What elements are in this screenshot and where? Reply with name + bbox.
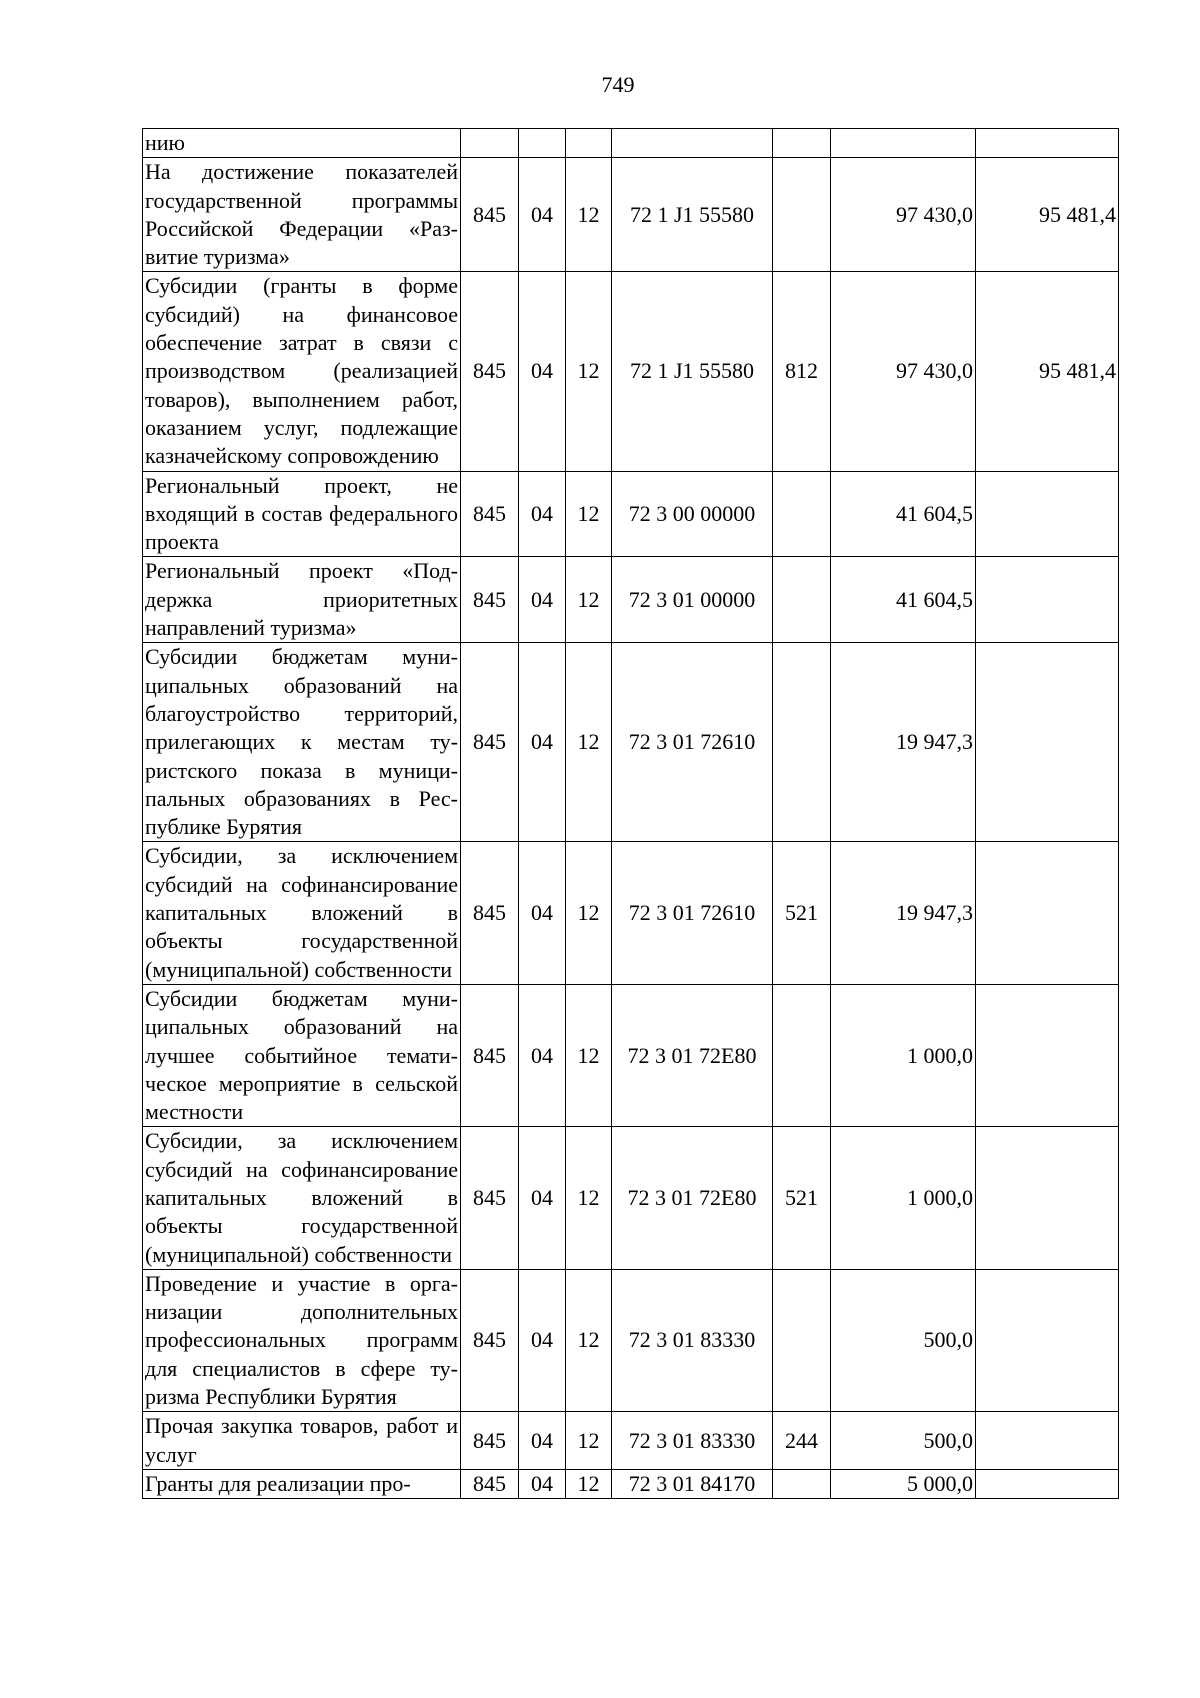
page-number: 749 bbox=[601, 72, 635, 97]
cell-csr: 72 3 01 72Е80 bbox=[612, 984, 773, 1126]
cell-csr: 72 3 01 72610 bbox=[612, 643, 773, 842]
table-row bbox=[143, 842, 1119, 984]
cell-sum-2 bbox=[976, 1412, 1119, 1470]
cell-pr: 12 bbox=[566, 471, 612, 557]
cell-description: Проведение и участие в организации дополнительных профессиональных программ для специалистов в сфере туризма Республики Бурятия bbox=[143, 1269, 461, 1411]
cell-description: Субсидии бюджетам муниципальных образований на лучшее событийное тематическое мероприятие в сельской местности bbox=[143, 984, 461, 1126]
cell-sum-2 bbox=[976, 1269, 1119, 1411]
cell-vr: 521 bbox=[773, 1127, 831, 1269]
cell-grbs bbox=[461, 129, 519, 158]
cell-csr: 72 3 01 83330 bbox=[612, 1269, 773, 1411]
cell-csr: 72 3 00 00000 bbox=[612, 471, 773, 557]
table-row bbox=[143, 1127, 1119, 1269]
cell-grbs: 845 bbox=[461, 158, 519, 272]
cell-rz: 04 bbox=[519, 984, 566, 1126]
cell-description: Региональный проект, не входящий в состав федерального проекта bbox=[143, 471, 461, 557]
cell-pr: 12 bbox=[566, 984, 612, 1126]
cell-grbs: 845 bbox=[461, 842, 519, 984]
table-row bbox=[143, 1412, 1119, 1470]
cell-rz: 04 bbox=[519, 1412, 566, 1470]
table-row bbox=[143, 129, 1119, 158]
cell-rz: 04 bbox=[519, 1469, 566, 1498]
cell-description: Региональный проект «Поддержка приоритетных направлений туризма» bbox=[143, 557, 461, 643]
cell-csr bbox=[612, 129, 773, 158]
cell-sum-2 bbox=[976, 984, 1119, 1126]
table-row bbox=[143, 1469, 1119, 1498]
cell-description: Субсидии, за исключением субсидий на софинансирование капитальных вложений в объекты государственной (муниципальной) собственности bbox=[143, 842, 461, 984]
cell-pr: 12 bbox=[566, 1469, 612, 1498]
cell-vr bbox=[773, 984, 831, 1126]
cell-description: Гранты для реализации про- bbox=[143, 1469, 461, 1498]
cell-pr: 12 bbox=[566, 842, 612, 984]
cell-sum-1: 97 430,0 bbox=[831, 158, 976, 272]
budget-table-body bbox=[143, 129, 1119, 1499]
cell-pr: 12 bbox=[566, 643, 612, 842]
cell-rz: 04 bbox=[519, 1127, 566, 1269]
cell-grbs: 845 bbox=[461, 471, 519, 557]
cell-pr: 12 bbox=[566, 158, 612, 272]
cell-rz: 04 bbox=[519, 471, 566, 557]
cell-csr: 72 3 01 72610 bbox=[612, 842, 773, 984]
cell-rz: 04 bbox=[519, 158, 566, 272]
cell-sum-1: 19 947,3 bbox=[831, 842, 976, 984]
cell-vr bbox=[773, 129, 831, 158]
cell-sum-2 bbox=[976, 842, 1119, 984]
cell-grbs: 845 bbox=[461, 984, 519, 1126]
cell-grbs: 845 bbox=[461, 272, 519, 471]
cell-sum-1: 41 604,5 bbox=[831, 471, 976, 557]
cell-vr: 244 bbox=[773, 1412, 831, 1470]
cell-vr bbox=[773, 158, 831, 272]
cell-grbs: 845 bbox=[461, 1127, 519, 1269]
cell-vr bbox=[773, 1469, 831, 1498]
cell-sum-1: 500,0 bbox=[831, 1269, 976, 1411]
cell-pr bbox=[566, 129, 612, 158]
cell-csr: 72 3 01 00000 bbox=[612, 557, 773, 643]
cell-pr: 12 bbox=[566, 1412, 612, 1470]
cell-pr: 12 bbox=[566, 557, 612, 643]
cell-description: Прочая закупка товаров, работ и услуг bbox=[143, 1412, 461, 1470]
cell-description: нию bbox=[143, 129, 461, 158]
cell-sum-2: 95 481,4 bbox=[976, 158, 1119, 272]
table-row bbox=[143, 158, 1119, 272]
cell-sum-2 bbox=[976, 129, 1119, 158]
cell-sum-1 bbox=[831, 129, 976, 158]
cell-description: Субсидии (гранты в форме субсидий) на финансовое обеспечение затрат в связи с производством (реализацией товаров), выполнением работ, оказанием услуг, подлежащие казначейскому сопровождению bbox=[143, 272, 461, 471]
budget-table bbox=[142, 128, 1119, 1499]
cell-grbs: 845 bbox=[461, 1469, 519, 1498]
cell-vr bbox=[773, 471, 831, 557]
cell-grbs: 845 bbox=[461, 1412, 519, 1470]
cell-sum-1: 5 000,0 bbox=[831, 1469, 976, 1498]
cell-rz: 04 bbox=[519, 557, 566, 643]
cell-sum-1: 97 430,0 bbox=[831, 272, 976, 471]
table-row bbox=[143, 272, 1119, 471]
cell-description: Субсидии, за исключением субсидий на софинансирование капитальных вложений в объекты государственной (муниципальной) собственности bbox=[143, 1127, 461, 1269]
cell-grbs: 845 bbox=[461, 557, 519, 643]
cell-vr bbox=[773, 1269, 831, 1411]
cell-description: На достижение показателей государственной программы Российской Федерации «Развитие туризма» bbox=[143, 158, 461, 272]
cell-vr bbox=[773, 557, 831, 643]
cell-sum-1: 41 604,5 bbox=[831, 557, 976, 643]
cell-rz bbox=[519, 129, 566, 158]
cell-sum-2 bbox=[976, 1127, 1119, 1269]
cell-sum-2 bbox=[976, 1469, 1119, 1498]
cell-vr: 521 bbox=[773, 842, 831, 984]
cell-sum-2: 95 481,4 bbox=[976, 272, 1119, 471]
cell-sum-2 bbox=[976, 643, 1119, 842]
cell-sum-1: 19 947,3 bbox=[831, 643, 976, 842]
cell-sum-2 bbox=[976, 471, 1119, 557]
cell-grbs: 845 bbox=[461, 643, 519, 842]
table-row bbox=[143, 643, 1119, 842]
cell-sum-1: 1 000,0 bbox=[831, 1127, 976, 1269]
table-row bbox=[143, 1269, 1119, 1411]
cell-csr: 72 1 J1 55580 bbox=[612, 272, 773, 471]
cell-rz: 04 bbox=[519, 1269, 566, 1411]
table-row bbox=[143, 471, 1119, 557]
cell-csr: 72 3 01 84170 bbox=[612, 1469, 773, 1498]
cell-csr: 72 3 01 72Е80 bbox=[612, 1127, 773, 1269]
cell-rz: 04 bbox=[519, 643, 566, 842]
cell-vr bbox=[773, 643, 831, 842]
table-row bbox=[143, 984, 1119, 1126]
cell-rz: 04 bbox=[519, 272, 566, 471]
cell-csr: 72 1 J1 55580 bbox=[612, 158, 773, 272]
cell-pr: 12 bbox=[566, 1269, 612, 1411]
cell-grbs: 845 bbox=[461, 1269, 519, 1411]
cell-sum-2 bbox=[976, 557, 1119, 643]
cell-vr: 812 bbox=[773, 272, 831, 471]
cell-pr: 12 bbox=[566, 1127, 612, 1269]
cell-sum-1: 1 000,0 bbox=[831, 984, 976, 1126]
cell-rz: 04 bbox=[519, 842, 566, 984]
table-row bbox=[143, 557, 1119, 643]
cell-description: Субсидии бюджетам муниципальных образований на благоустройство территорий, прилегающих к местам туристского показа в муниципальных образованиях в Республике Бурятия bbox=[143, 643, 461, 842]
cell-sum-1: 500,0 bbox=[831, 1412, 976, 1470]
cell-csr: 72 3 01 83330 bbox=[612, 1412, 773, 1470]
cell-pr: 12 bbox=[566, 272, 612, 471]
